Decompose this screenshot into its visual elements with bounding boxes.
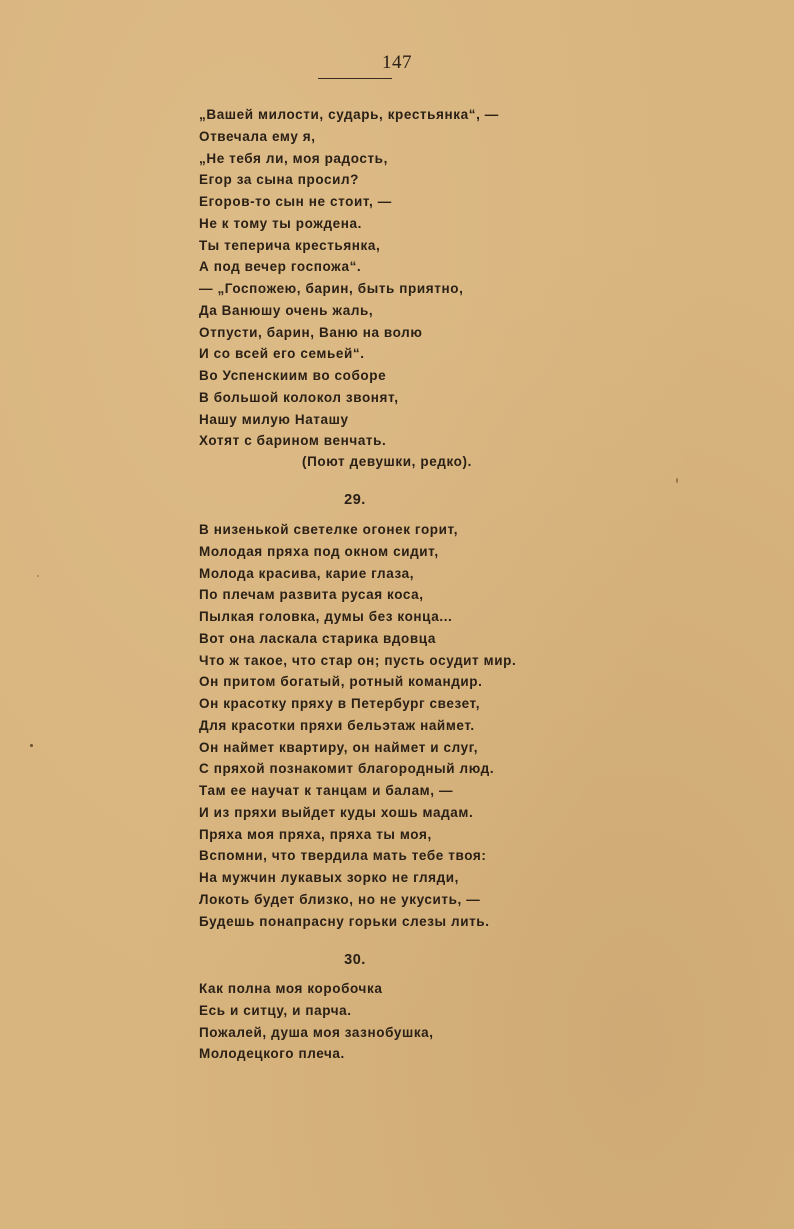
verse-line: Отпусти, барин, Ваню на волю	[199, 324, 423, 340]
verse-line: А под вечер госпожа“.	[199, 259, 362, 275]
verse-line: Вспомни, что твердила мать тебе твоя:	[199, 848, 487, 864]
verse-line: Он наймет квартиру, он наймет и слуг,	[199, 739, 479, 755]
verse-line: Молодецкого плеча.	[199, 1046, 345, 1062]
song-number-29: 29.	[344, 492, 366, 508]
verse-line: „Не тебя ли, моя радость,	[199, 150, 388, 166]
verse-line: В большой колокол звонят,	[199, 389, 399, 405]
verse-line: Есь и ситцу, и парча.	[199, 1002, 352, 1018]
verse-line: „Вашей милости, сударь, крестьянка“, —	[199, 107, 499, 122]
verse-line: Будешь понапрасну горьки слезы лить.	[199, 913, 490, 929]
verse-line: Молода красива, карие глаза,	[199, 565, 415, 581]
verse-line: И со всей его семьей“.	[199, 346, 365, 362]
verse-line: Локоть будет близко, но не укусить, —	[199, 891, 481, 907]
verse-line: Во Успенскиим во соборе	[199, 368, 387, 383]
verse-line: Он притом богатый, ротный командир.	[199, 674, 483, 690]
verse-line: Что ж такое, что стар он; пусть осудит мир.	[199, 652, 517, 668]
verse-line: В низенькой светелке огонек горит,	[199, 522, 459, 537]
verse-line: Там ее научат к танцам и балам, —	[199, 783, 454, 798]
paper-speck	[30, 744, 33, 747]
song-29	[199, 519, 579, 932]
song-30	[199, 978, 579, 1065]
verse-line: Как полна моя коробочка	[199, 981, 383, 996]
verse-line: Молодая пряха под окном сидит,	[199, 543, 439, 559]
verse-line: И из пряхи выйдет куды хошь мадам.	[199, 804, 474, 820]
verse-line: Егоров-то сын не стоит, —	[199, 194, 392, 209]
verse-line: Пожалей, душа моя зазнобушка,	[199, 1024, 434, 1040]
song-number-30: 30.	[344, 952, 366, 968]
verse-line: Ты теперича крестьянка,	[199, 237, 381, 253]
verse-line: Вот она ласкала старика вдовца	[199, 630, 436, 646]
verse-line: Для красотки пряхи бельэтаж наймет.	[199, 717, 475, 733]
verse-line: Он красотку пряху в Петербург свезет,	[199, 696, 481, 711]
verse-line: С пряхой познакомит благородный люд.	[199, 761, 495, 777]
verse-line: Хотят с барином венчать.	[199, 433, 387, 449]
verse-line: — „Госпожею, барин, быть приятно,	[199, 281, 464, 296]
paper-speck	[37, 575, 39, 577]
verse-line: Пряха моя пряха, пряха ты моя,	[199, 826, 432, 842]
verse-line: Отвечала ему я,	[199, 128, 316, 144]
verse-line: Егор за сына просил?	[199, 172, 360, 188]
page-number-rule	[318, 78, 392, 79]
verse-line: На мужчин лукавых зорко не гляди,	[199, 870, 460, 885]
page-number: 147	[382, 52, 412, 73]
verse-line: По плечам развита русая коса,	[199, 587, 424, 603]
paper-speck	[676, 478, 678, 483]
verse-line: Нашу милую Наташу	[199, 411, 349, 427]
verse-line: Не к тому ты рождена.	[199, 215, 362, 231]
verse-line: Да Ванюшу очень жаль,	[199, 302, 374, 318]
verse-attribution: (Поют девушки, редко).	[302, 454, 472, 469]
verse-line: Пылкая головка, думы без конца...	[199, 609, 453, 624]
verse-top	[199, 104, 579, 452]
